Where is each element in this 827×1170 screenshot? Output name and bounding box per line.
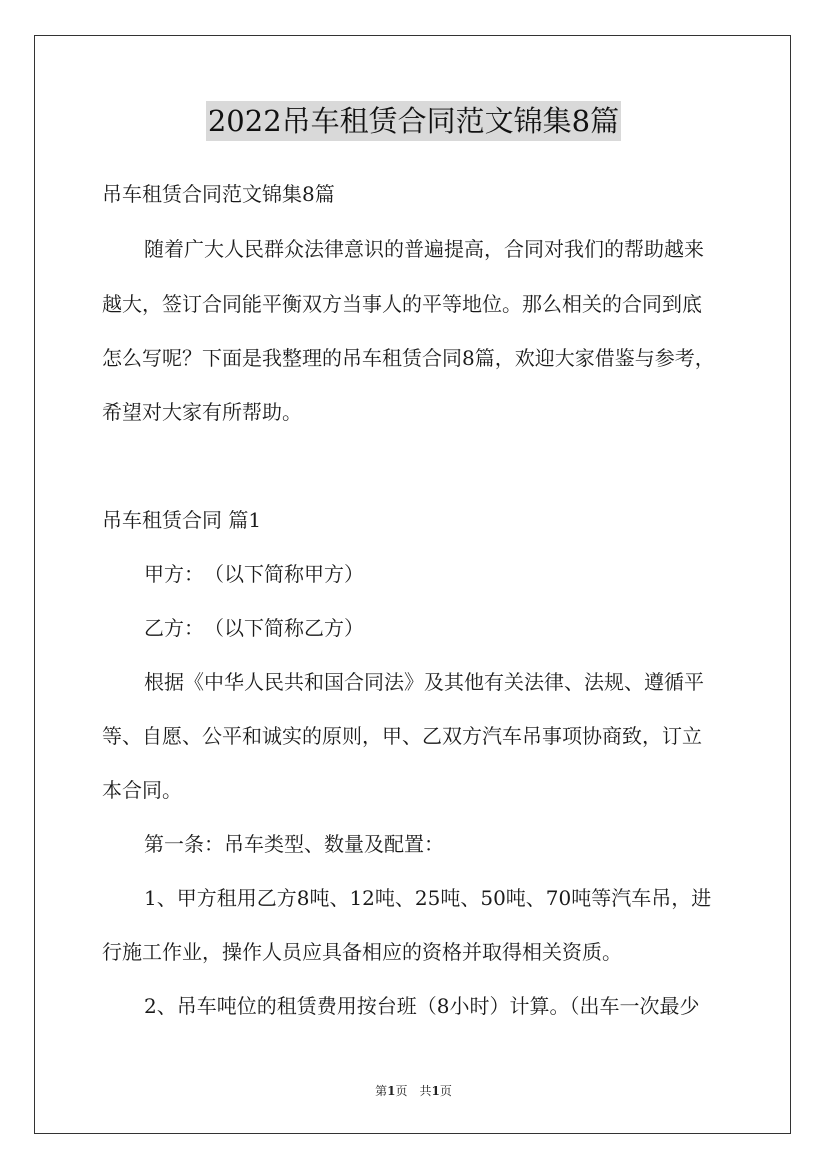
clause-1-line-1: 1、甲方租用乙方8吨、12吨、25吨、50吨、70吨等汽车吊，进 — [144, 886, 712, 910]
footer-page-mid: 页 共 — [395, 1084, 432, 1098]
footer-page-suffix: 页 — [439, 1084, 452, 1098]
title-container — [0, 101, 827, 141]
basis-line-3: 本合同。 — [102, 778, 182, 802]
clause-1-line-2: 行施工作业，操作人员应具备相应的资格并取得相关资质。 — [102, 940, 622, 964]
intro-line-4: 希望对大家有所帮助。 — [102, 400, 302, 424]
intro-line-3: 怎么写呢？下面是我整理的吊车租赁合同8篇，欢迎大家借鉴与参考， — [102, 346, 715, 370]
intro-line-2: 越大，签订合同能平衡双方当事人的平等地位。那么相关的合同到底 — [102, 292, 702, 316]
party-a-line: 甲方： （以下简称甲方） — [144, 562, 364, 586]
basis-line-1: 根据《中华人民共和国合同法》及其他有关法律、法规、遵循平 — [144, 670, 704, 694]
clause-2-line-1: 2、吊车吨位的租赁费用按台班（8小时）计算。（出车一次最少 — [144, 994, 700, 1018]
section-heading: 吊车租赁合同 篇1 — [102, 508, 262, 532]
footer-page-prefix: 第 — [375, 1084, 388, 1098]
intro-line-1: 随着广大人民群众法律意识的普遍提高，合同对我们的帮助越来 — [144, 237, 704, 261]
document-subtitle: 吊车租赁合同范文锦集8篇 — [102, 182, 335, 206]
document-title: 2022吊车租赁合同范文锦集8篇 — [206, 101, 621, 141]
party-b-line: 乙方： （以下简称乙方） — [144, 616, 364, 640]
footer-page-current: 1 — [387, 1084, 396, 1098]
basis-line-2: 等、自愿、公平和诚实的原则，甲、乙双方汽车吊事项协商致，订立 — [102, 724, 702, 748]
article-1-heading: 第一条：吊车类型、数量及配置： — [144, 832, 444, 856]
page-footer — [0, 1083, 827, 1099]
footer-page-total: 1 — [431, 1084, 440, 1098]
